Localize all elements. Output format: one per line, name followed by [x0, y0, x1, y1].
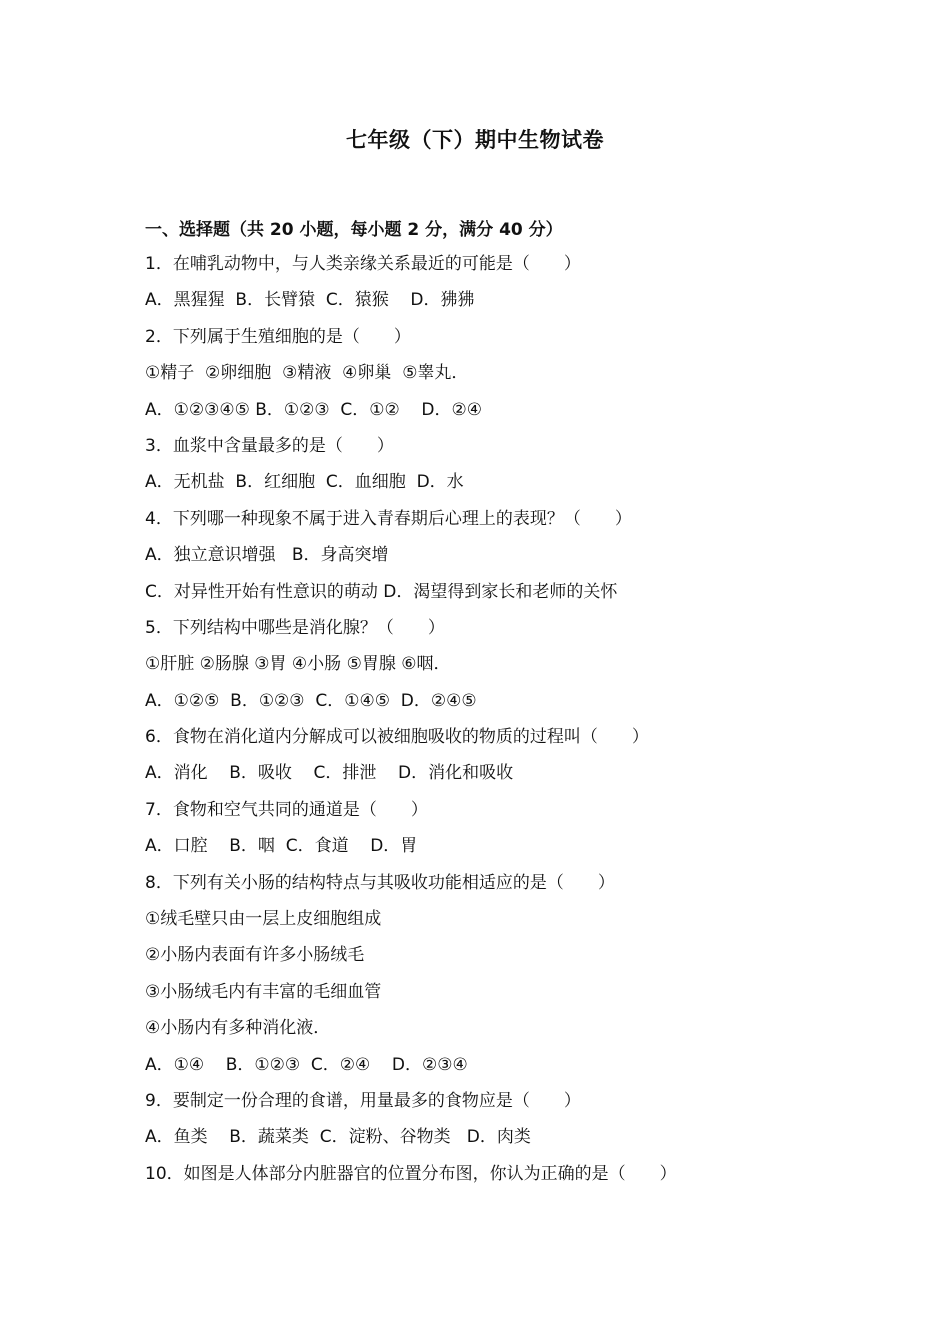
question-line: A．消化 B．吸收 C．排泄 D．消化和吸收 [145, 763, 514, 784]
section-heading: 一、选择题（共 20 小题，每小题 2 分，满分 40 分） [145, 220, 563, 240]
question-line: 4．下列哪一种现象不属于进入青春期后心理上的表现？（ ） [145, 508, 632, 529]
question-line: 5．下列结构中哪些是消化腺？（ ） [145, 617, 445, 638]
question-line: A．①②③④⑤ B．①②③ C．①② D．②④ [145, 399, 482, 420]
question-line: ①肝脏 ②肠腺 ③胃 ④小肠 ⑤胃腺 ⑥咽． [145, 654, 451, 675]
question-line: A．①④ B．①②③ C．②④ D．②③④ [145, 1054, 468, 1075]
question-line: A．鱼类 B．蔬菜类 C．淀粉、谷物类 D．肉类 [145, 1127, 531, 1148]
question-line: A．①②⑤ B．①②③ C．①④⑤ D．②④⑤ [145, 690, 477, 711]
question-line: ④小肠内有多种消化液． [145, 1018, 331, 1039]
exam-title: 七年级（下）期中生物试卷 [346, 128, 604, 152]
question-line: 6．食物在消化道内分解成可以被细胞吸收的物质的过程叫（ ） [145, 727, 649, 748]
question-lines [145, 251, 905, 1197]
question-line: 8．下列有关小肠的结构特点与其吸收功能相适应的是（ ） [145, 872, 615, 893]
question-line: 1．在哺乳动物中，与人类亲缘关系最近的可能是（ ） [145, 254, 581, 274]
question-line: 7．食物和空气共同的通道是（ ） [145, 799, 428, 820]
question-line: A．无机盐 B．红细胞 C．血细胞 D．水 [145, 472, 464, 493]
question-line: 3．血浆中含量最多的是（ ） [145, 435, 394, 456]
question-line: ②小肠内表面有许多小肠绒毛 [145, 945, 365, 966]
question-line: 2．下列属于生殖细胞的是（ ） [145, 326, 411, 347]
question-line: A．口腔 B．咽 C．食道 D．胃 [145, 836, 418, 857]
question-line: 9．要制定一份合理的食谱，用量最多的食物应是（ ） [145, 1090, 581, 1111]
question-line: A．黑猩猩 B．长臂猿 C．猿猴 D．狒狒 [145, 290, 475, 311]
question-line: 10．如图是人体部分内脏器官的位置分布图，你认为正确的是（ ） [145, 1163, 677, 1184]
question-line: ③小肠绒毛内有丰富的毛细血管 [145, 981, 382, 1002]
question-line: A．独立意识增强 B．身高突增 [145, 545, 389, 566]
question-line: ①绒毛壁只由一层上皮细胞组成 [145, 909, 382, 930]
question-line: ①精子 ②卵细胞 ③精液 ④卵巢 ⑤睾丸． [145, 363, 469, 384]
question-line: C．对异性开始有性意识的萌动 D．渴望得到家长和老师的关怀 [145, 581, 618, 602]
